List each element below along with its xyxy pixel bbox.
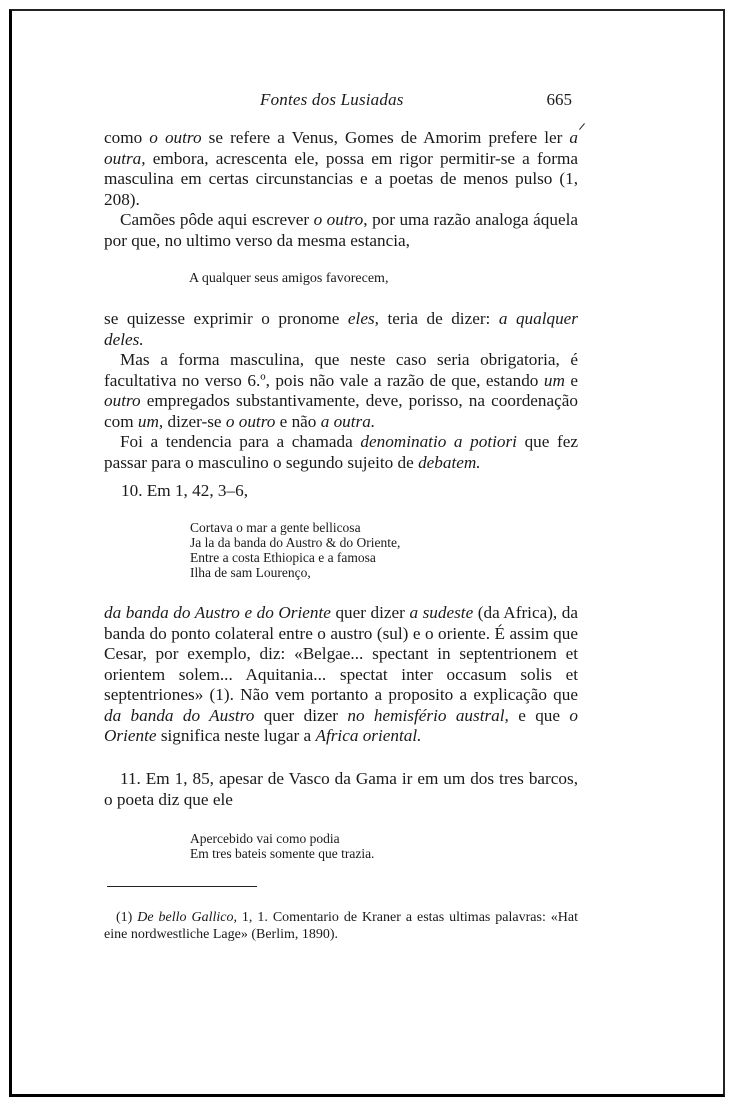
page-header (104, 90, 582, 114)
verse-line: A qualquer seus amigos favorecem, (189, 271, 389, 286)
paragraph-3: se quizesse exprimir o pronome eles, teria de dizer: a qualquer deles. (104, 309, 578, 349)
verse-line: Entre a costa Ethiopica e a famosa (190, 550, 376, 565)
verse-line: Cortava o mar a gente bellicosa (190, 520, 361, 535)
footnote: (1) De bello Gallico, 1, 1. Comentario de Kraner a estas ultimas palavras: «Hat eine nordwestliche Lage» (Berlim, 1890). (104, 910, 578, 942)
page-number: 665 (546, 90, 572, 109)
verse-line: Apercebido vai como podia (190, 831, 340, 846)
paragraph-2: Camões pôde aqui escrever o outro, por uma razão analoga áquela por que, no ultimo verso da mesma estancia, (104, 210, 579, 250)
paragraph-4: Mas a forma masculina, que neste caso seria obrigatoria, é facultativa no verso 6.º, pois não vale a razão de que, estando um e outro empregados substantivamente, deve, porisso, na coordenação com um, dizer-se o outro e não a outra. (104, 350, 578, 431)
verse-line: Ilha de sam Lourenço, (190, 565, 311, 580)
paragraph-1: como o outro se refere a Venus, Gomes de Amorim prefere ler a outra, embora, acrescenta ele, possa em rigor permitir-se a forma masculina em certas circunstancias e a poetas de menos pulso (1, 208). (104, 128, 579, 209)
verse-line: Ja la da banda do Austro & do Oriente, (190, 535, 401, 550)
paragraph-5: Foi a tendencia para a chamada denominatio a potiori que fez passar para o masculino o segundo sujeito de debatem. (104, 432, 578, 472)
verse-quote-3 (190, 831, 374, 861)
verse-quote-1 (189, 271, 388, 286)
verse-quote-2 (190, 520, 400, 580)
text-block-3 (104, 603, 578, 747)
running-title: Fontes dos Lusiadas (260, 90, 404, 109)
text-block-2 (104, 309, 578, 473)
text-block-1 (104, 128, 578, 251)
section-10-heading: 10. Em 1, 42, 3–6, (121, 481, 248, 500)
verse-line: Em tres bateis somente que trazia. (190, 846, 375, 861)
footnote-divider (107, 886, 257, 887)
paragraph-6: da banda do Austro e do Oriente quer dizer a sudeste (da Africa), da banda do ponto colateral entre o austro (sul) e o oriente. É assim que Cesar, por exemplo, diz: «Belgae... spectant in septentrionem et orientem solem... Aquitania... spectat inter occasum solis et septentriones» (1). Não vem portanto a proposito a explicação que da banda do Austro quer dizer no hemisfério austral, e que o Oriente significa neste lugar a Africa oriental. (104, 603, 578, 745)
section-11-paragraph: 11. Em 1, 85, apesar de Vasco da Gama ir em um dos tres barcos, o poeta diz que ele (104, 769, 578, 809)
text-block-4 (104, 769, 578, 810)
